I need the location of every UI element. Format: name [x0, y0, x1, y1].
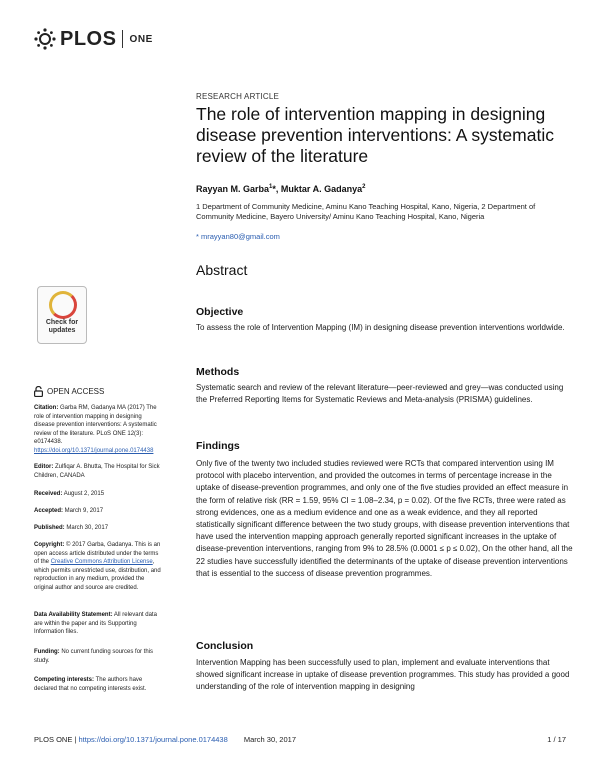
citation-label: Citation:	[34, 405, 59, 411]
data-availability-block	[34, 611, 164, 637]
copyright-text: © 2017 Garba, Gadanya. This is an open access article distributed under the terms of the	[34, 542, 161, 566]
open-access-label	[34, 386, 104, 397]
received-date: August 2, 2015	[62, 491, 105, 497]
logo-divider	[122, 30, 123, 48]
plos-logo[interactable]	[34, 26, 153, 52]
copyright-block	[34, 541, 164, 593]
affiliation-ref: 1	[269, 184, 273, 190]
competing-interests-block	[34, 676, 164, 693]
citation-block	[34, 404, 164, 456]
citation-text: Garba RM, Gadanya MA (2017) The role of intervention mapping in designing disease prevention interventions: A systematic review of the literature. PLoS ONE 12(3): e0174438.	[34, 405, 157, 446]
abstract-heading: Abstract	[196, 262, 248, 278]
badge-line2: updates	[48, 327, 76, 334]
footer-date: March 30, 2017	[243, 735, 296, 744]
received-label: Received:	[34, 491, 63, 497]
affiliations: 1 Department of Community Medicine, Aminu Kano Teaching Hospital, Kano, Nigeria, 2 Department of Community Medicine, Bayero University/ Aminu Kano Teaching Hospital, Kano, Nigeria	[196, 202, 536, 221]
findings-heading: Findings	[196, 440, 240, 452]
logo-text: PLOS	[60, 27, 117, 50]
funding-block	[34, 648, 164, 665]
article-title: The role of intervention mapping in designing disease prevention interventions: A systematic review of the literature	[196, 104, 554, 166]
page-footer	[34, 735, 566, 744]
affiliation-ref: 2	[362, 184, 366, 190]
editor-block	[34, 463, 164, 480]
author-name[interactable]: Muktar A. Gadanya	[280, 184, 363, 194]
article-type: RESEARCH ARTICLE	[196, 92, 280, 101]
email-address[interactable]: mrayyan80@gmail.com	[201, 232, 280, 241]
objective-text: To assess the role of Intervention Mapping (IM) in designing disease prevention interventions worldwide.	[196, 323, 565, 332]
funding-label: Funding:	[34, 649, 60, 655]
author-separator: ,	[275, 184, 281, 194]
conclusion-text: Intervention Mapping has been successfully used to plan, implement and evaluate interventions that showed significant increase in uptake of disease prevention programmes. This study has provided a good understanding of the role of intervention mapping in designing	[196, 658, 570, 692]
funding-text: No current funding sources for this study.	[34, 649, 154, 664]
editor-label: Editor:	[34, 464, 54, 470]
copyright-label: Copyright:	[34, 542, 65, 548]
email-star: *	[196, 232, 199, 241]
page-number: 1 / 17	[547, 735, 566, 744]
conclusion-heading: Conclusion	[196, 640, 254, 652]
methods-heading: Methods	[196, 366, 240, 378]
check-for-updates-badge[interactable]	[37, 286, 87, 344]
published-block	[34, 524, 164, 533]
copyright-text-end: , which permits unrestricted use, distribution, and reproduction in any medium, provided the original author and source are credited.	[34, 559, 161, 591]
footer-journal: PLOS ONE	[34, 735, 73, 744]
plos-sunburst-icon	[34, 28, 56, 50]
received-block	[34, 490, 164, 499]
accepted-label: Accepted:	[34, 508, 64, 514]
corresponding-email[interactable]	[196, 232, 574, 241]
competing-interests-label: Competing interests:	[34, 677, 95, 683]
objective-heading: Objective	[196, 306, 244, 318]
findings-text: Only five of the twenty two included studies reviewed were RCTs that compared intervention using IM protocol with placebo intervention, and provided the outcomes in terms of percentage increase in the uptake of disease-prevention programmes, and only one of the five studies provided an effect measure in the form of relative risk (RR = 1.59, 95% CI = 1.08–2.34, p = 0.02). Of the five RCTs, three were rated as strong evidences, one as a medium evidence and one as a weak evidence, and they all reported statistically significant difference between the two study groups, with disease prevention interventions that have used the intervention mapping approach generally reported significant increases in the uptake of disease-prevention interventions, ranging from 9% to 28.5% (0.0001 ≤ p ≤ 0.02), On the other hand, all the 22 studies have successfully identified the determinants of the uptake of disease prevention interventions that is essential to the success of disease prevention programmes.	[196, 459, 573, 578]
accepted-date: March 9, 2017	[63, 508, 104, 514]
data-availability-text: All relevant data are within the paper and its Supporting Information files.	[34, 612, 157, 636]
corresponding-mark: *	[272, 184, 276, 194]
data-availability-label: Data Availability Statement:	[34, 612, 113, 618]
accepted-block	[34, 507, 164, 516]
check-updates-icon	[49, 291, 77, 319]
editor-text: Zulfiqar A. Bhutta, The Hospital for Sick Children, CANADA	[34, 464, 160, 479]
footer-doi-link[interactable]: https://doi.org/10.1371/journal.pone.0174438	[78, 735, 228, 744]
open-access-text: OPEN ACCESS	[47, 387, 105, 396]
footer-separator: |	[72, 735, 79, 744]
journal-name: ONE	[129, 33, 153, 45]
author-list	[196, 184, 574, 194]
author-name[interactable]: Rayyan M. Garba	[196, 184, 270, 194]
methods-text: Systematic search and review of the relevant literature—peer-reviewed and grey—was conducted using the Preferred Reporting Items for Systematic Reviews and Meta-analysis (PRISMA) guidelines.	[196, 383, 564, 405]
competing-interests-text: The authors have declared that no competing interests exist.	[34, 677, 147, 692]
badge-line1: Check for	[45, 319, 79, 326]
published-label: Published:	[34, 525, 65, 531]
open-lock-icon	[34, 386, 43, 397]
published-date: March 30, 2017	[64, 525, 109, 531]
citation-doi-link[interactable]: https://doi.org/10.1371/journal.pone.0174438	[34, 447, 154, 454]
license-link[interactable]: Creative Commons Attribution License	[50, 559, 153, 566]
